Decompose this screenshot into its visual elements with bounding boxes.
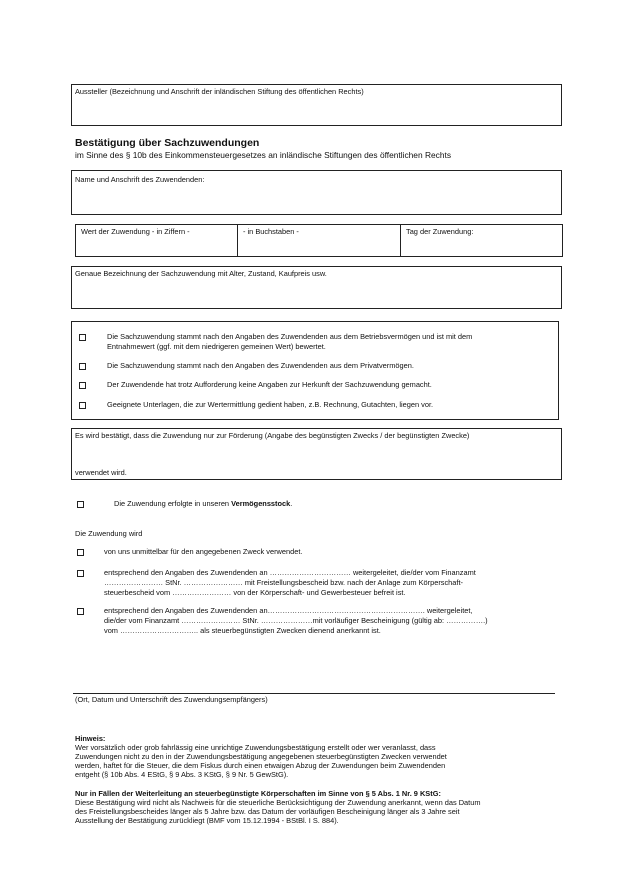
amount-figures-box[interactable] xyxy=(75,224,238,257)
valuation-documents-checkbox[interactable] xyxy=(79,402,86,409)
notice-line-3: werden, haftet für die Steuer, die dem Fiskus durch einen etwaigen Abzug der Zuwendungen beim Zuwendenden xyxy=(75,761,446,770)
form-title: Bestätigung über Sachzuwendungen xyxy=(75,137,260,149)
purpose-box[interactable] xyxy=(71,428,562,480)
usage-forward-exempt-text-3: steuerbescheid vom …………………… von der Körperschaft- und Gewerbesteuer befreit ist. xyxy=(104,588,406,597)
notice-line-1: Wer vorsätzlich oder grob fahrlässig eine unrichtige Zuwendungsbestätigung erstellt oder wer veranlasst, dass xyxy=(75,743,436,752)
usage-direct-text: von uns unmittelbar für den angegebenen Zweck verwendet. xyxy=(104,547,303,556)
donor-label: Name und Anschrift des Zuwendenden: xyxy=(75,175,205,184)
usage-forward-exempt-text-2: …………………… StNr. …………………… mit Freistellungsbescheid bzw. nach der Anlage zum Körperschaft- xyxy=(104,578,463,587)
signature-label: (Ort, Datum und Unterschrift des Zuwendungsempfängers) xyxy=(75,695,268,704)
usage-forward-provisional-text-2: die/der vom Finanzamt …………………… StNr. …………………mit vorläufiger Bescheinigung (gültig ab: …………….) xyxy=(104,616,488,625)
origin-business-text-2: Entnahmewert (ggf. mit dem niedrigeren gemeinen Wert) bewertet. xyxy=(107,342,326,351)
description-label: Genaue Bezeichnung der Sachzuwendung mit Alter, Zustand, Kaufpreis usw. xyxy=(75,269,327,278)
notice2-line-2: des Freistellungsbescheides länger als 5 Jahre bzw. das Datum der vorläufigen Bescheinigung länger als 3 Jahre seit xyxy=(75,807,460,816)
description-box[interactable] xyxy=(71,266,562,309)
usage-forward-provisional-text-1: entsprechend den Angaben des Zuwendenden an………………………………………………………. weitergeleitet, xyxy=(104,606,473,615)
notice-line-2: Zuwendungen nicht zu den in der Zuwendungsbestätigung angegebenen steuerbegünstigten Zwecken verwendet xyxy=(75,752,447,761)
usage-direct-checkbox[interactable] xyxy=(77,549,84,556)
amount-words-box[interactable] xyxy=(237,224,401,257)
notice2-line-1: Diese Bestätigung wird nicht als Nachweis für die steuerliche Berücksichtigung der Zuwendung anerkannt, wenn das Datum xyxy=(75,798,481,807)
origin-unknown-text: Der Zuwendende hat trotz Aufforderung keine Angaben zur Herkunft der Sachzuwendung gemacht. xyxy=(107,380,432,389)
valuation-documents-text: Geeignete Unterlagen, die zur Wertermittlung gedient haben, z.B. Rechnung, Gutachten, liegen vor. xyxy=(107,400,434,409)
origin-private-text: Die Sachzuwendung stammt nach den Angaben des Zuwendenden aus dem Privatvermögen. xyxy=(107,361,414,370)
purpose-label: Es wird bestätigt, dass die Zuwendung nur zur Förderung (Angabe des begünstigten Zwecks / der begünstigten Zwecke) xyxy=(75,431,470,440)
origin-private-checkbox[interactable] xyxy=(79,363,86,370)
usage-forward-exempt-checkbox[interactable] xyxy=(77,570,84,577)
origin-unknown-checkbox[interactable] xyxy=(79,382,86,389)
usage-forward-provisional-text-3: vom ………………………….. als steuerbegünstigten Zwecken dienend anerkannt ist. xyxy=(104,626,381,635)
endowment-text-prefix: Die Zuwendung erfolgte in unseren xyxy=(114,499,232,508)
notice-heading: Hinweis: xyxy=(75,734,106,743)
notice2-line-3: Ausstellung der Bestätigung zurückliegt (BMF vom 15.12.1994 - BStBl. I S. 884). xyxy=(75,816,339,825)
notice-line-4: entgeht (§ 10b Abs. 4 EStG, § 9 Abs. 3 KStG, § 9 Nr. 5 GewStG). xyxy=(75,770,289,779)
issuer-box[interactable] xyxy=(71,84,562,126)
endowment-text xyxy=(114,499,292,509)
donation-date-label: Tag der Zuwendung: xyxy=(406,227,474,236)
donation-date-box[interactable] xyxy=(400,224,563,257)
amount-figures-label: Wert der Zuwendung - in Ziffern - xyxy=(81,227,190,236)
origin-business-text: Die Sachzuwendung stammt nach den Angaben des Zuwendenden aus dem Betriebsvermögen und ist mit dem xyxy=(107,332,473,341)
issuer-label: Aussteller (Bezeichnung und Anschrift der inländischen Stiftung des öffentlichen Rechts) xyxy=(75,87,364,96)
usage-forward-provisional-checkbox[interactable] xyxy=(77,608,84,615)
usage-forward-exempt-text-1: entsprechend den Angaben des Zuwendenden an …………………………… weitergeleitet, die/der vom Finanzamt xyxy=(104,568,476,577)
notice-heading-2: Nur in Fällen der Weiterleitung an steuerbegünstigte Körperschaften im Sinne von § 5 Abs. 1 Nr. 9 KStG: xyxy=(75,789,441,798)
endowment-text-suffix: . xyxy=(290,499,293,508)
purpose-footer: verwendet wird. xyxy=(75,468,127,477)
endowment-text-bold: Vermögensstock xyxy=(231,499,291,508)
origin-options-box xyxy=(71,321,559,420)
endowment-checkbox[interactable] xyxy=(77,501,84,508)
usage-heading: Die Zuwendung wird xyxy=(75,529,143,538)
form-subtitle: im Sinne des § 10b des Einkommensteuergesetzes an inländische Stiftungen des öffentlichen Rechts xyxy=(75,150,452,160)
origin-business-checkbox[interactable] xyxy=(79,334,86,341)
amount-words-label: - in Buchstaben - xyxy=(243,227,299,236)
donor-box[interactable] xyxy=(71,170,562,215)
signature-line[interactable] xyxy=(73,693,555,694)
